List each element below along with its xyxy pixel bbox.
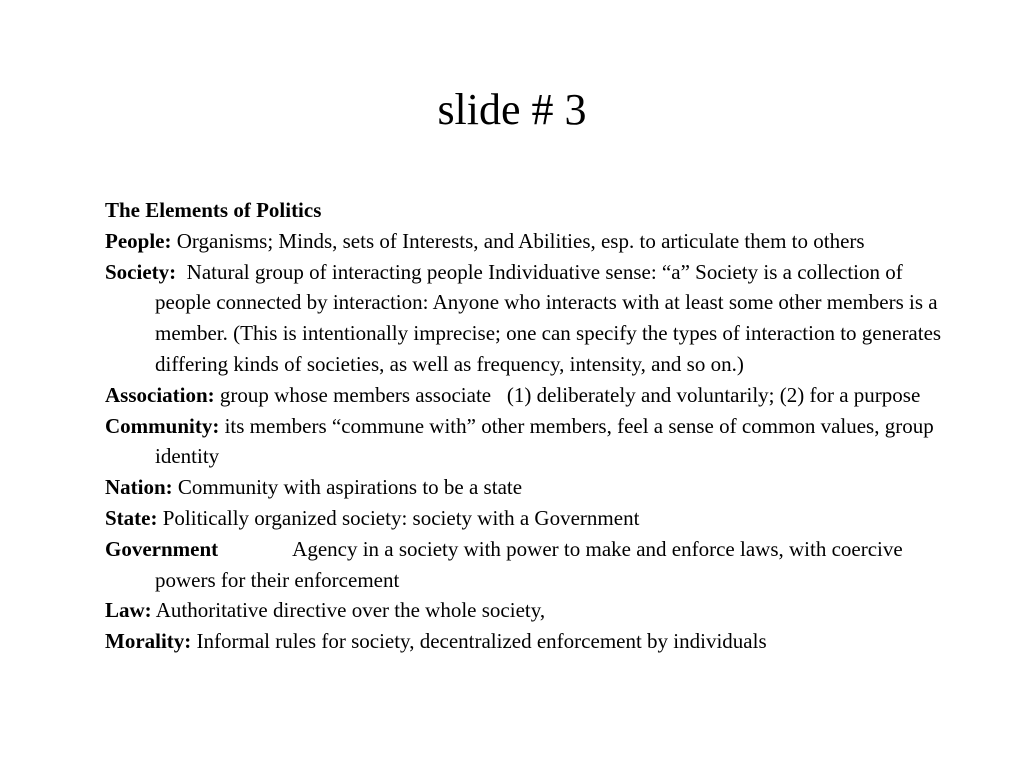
entry-association xyxy=(105,380,955,411)
term-people: People: xyxy=(105,228,172,253)
term-state: State: xyxy=(105,505,158,530)
definition-community: its members “commune with” other members, feel a sense of common values, group identity xyxy=(155,413,934,469)
term-government: Government xyxy=(105,536,219,561)
definition-government: Agency in a society with power to make and enforce laws, with coercive powers for their enforcement xyxy=(155,536,903,592)
entry-law xyxy=(105,595,955,626)
term-law: Law: xyxy=(105,598,152,623)
definition-association: group whose members associate (1) deliberately and voluntarily; (2) for a purpose xyxy=(214,382,921,407)
term-nation: Nation: xyxy=(105,475,173,500)
entry-nation xyxy=(105,472,955,503)
definition-nation: Community with aspirations to be a state xyxy=(172,475,523,500)
definition-state: Politically organized society: society with a Government xyxy=(157,505,640,530)
entry-society xyxy=(105,257,955,380)
entry-community xyxy=(105,411,955,473)
definition-law: Authoritative directive over the whole society, xyxy=(151,598,546,623)
entry-government xyxy=(105,534,955,596)
entry-people xyxy=(105,226,955,257)
definition-society: Natural group of interacting people Individuative sense: “a” Society is a collection of people connected by interaction: Anyone who interacts with at least some other members is a member. (This is intentionally imprecise; one can specify the types of interaction to generates differing kinds of societies, as well as frequency, intensity, and so on.) xyxy=(155,259,947,376)
term-association: Association: xyxy=(105,382,215,407)
definition-people: Organisms; Minds, sets of Interests, and Abilities, esp. to articulate them to others xyxy=(171,228,865,253)
slide-title: slide # 3 xyxy=(437,85,587,134)
definition-morality: Informal rules for society, decentralized enforcement by individuals xyxy=(191,629,767,654)
term-morality: Morality: xyxy=(105,629,192,654)
term-society: Society: xyxy=(105,259,177,284)
entry-morality xyxy=(105,626,955,657)
section-heading: The Elements of Politics xyxy=(105,198,322,222)
slide-body xyxy=(105,195,955,657)
term-community: Community: xyxy=(105,413,220,438)
entry-state xyxy=(105,503,955,534)
